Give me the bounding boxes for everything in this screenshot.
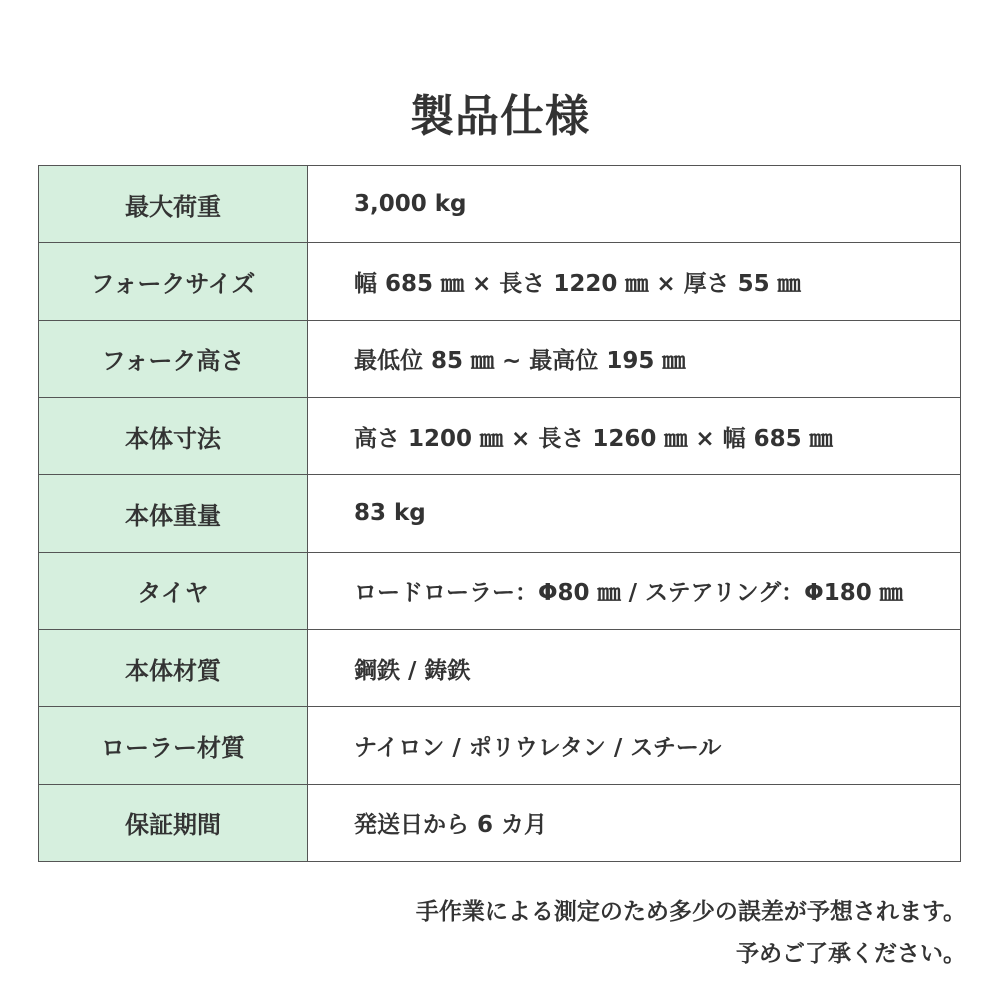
spec-row-body-weight bbox=[39, 475, 961, 552]
spec-row-max-load bbox=[39, 166, 961, 243]
spec-label: ローラー材質 bbox=[39, 707, 308, 784]
page-title: 製品仕様 bbox=[410, 91, 590, 143]
spec-label: 本体材質 bbox=[39, 629, 308, 706]
spec-row-fork-size bbox=[39, 243, 961, 320]
spec-value: 3,000 kg bbox=[308, 166, 961, 243]
spec-row-fork-height bbox=[39, 320, 961, 397]
spec-value: 幅 685 ㎜ × 長さ 1220 ㎜ × 厚さ 55 ㎜ bbox=[308, 243, 961, 320]
spec-value: ナイロン / ポリウレタン / スチール bbox=[308, 707, 961, 784]
spec-row-tires bbox=[39, 552, 961, 629]
spec-label: フォーク高さ bbox=[39, 320, 308, 397]
spec-label: 最大荷重 bbox=[39, 166, 308, 243]
spec-table bbox=[38, 165, 961, 862]
spec-label: フォークサイズ bbox=[39, 243, 308, 320]
measurement-note: 手作業による測定のため多少の誤差が予想されます。 bbox=[415, 899, 966, 925]
measurement-note-ack: 予めご了承ください。 bbox=[736, 941, 966, 967]
spec-row-roller-material bbox=[39, 707, 961, 784]
spec-row-warranty bbox=[39, 784, 961, 861]
spec-value: 最低位 85 ㎜ ~ 最高位 195 ㎜ bbox=[308, 320, 961, 397]
spec-row-body-material bbox=[39, 629, 961, 706]
spec-label: 本体重量 bbox=[39, 475, 308, 552]
spec-value: 83 kg bbox=[308, 475, 961, 552]
spec-value: 発送日から 6 カ月 bbox=[308, 784, 961, 861]
spec-row-body-dimensions bbox=[39, 397, 961, 474]
spec-label: 本体寸法 bbox=[39, 397, 308, 474]
spec-value: 高さ 1200 ㎜ × 長さ 1260 ㎜ × 幅 685 ㎜ bbox=[308, 397, 961, 474]
spec-value: ロードローラー：Φ80 ㎜ / ステアリング：Φ180 ㎜ bbox=[308, 552, 961, 629]
spec-label: 保証期間 bbox=[39, 784, 308, 861]
spec-value: 鋼鉄 / 鋳鉄 bbox=[308, 629, 961, 706]
spec-label: タイヤ bbox=[39, 552, 308, 629]
